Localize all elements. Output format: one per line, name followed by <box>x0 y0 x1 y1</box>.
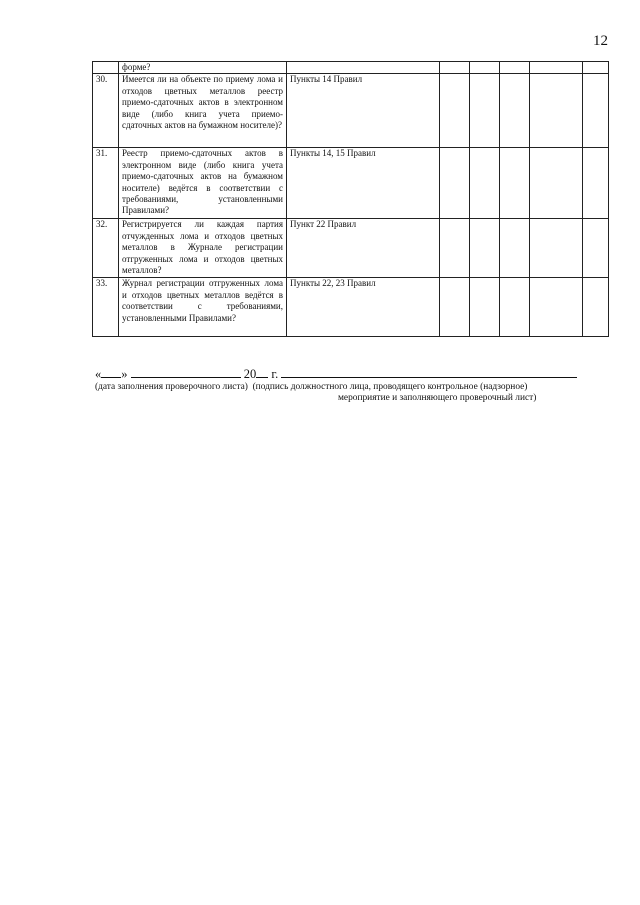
answer-cell <box>440 74 470 148</box>
year-blank <box>256 377 268 378</box>
answer-cell <box>530 148 583 219</box>
row-number-cell: 32. <box>93 219 119 278</box>
answer-cell <box>470 74 500 148</box>
answer-cell <box>583 74 609 148</box>
answer-cell <box>470 278 500 337</box>
answer-cell <box>440 62 470 74</box>
sign-caption-line2: мероприятие и заполняющего проверочный лист) <box>338 393 537 403</box>
answer-cell <box>470 219 500 278</box>
answer-cell <box>500 278 530 337</box>
answer-cell <box>500 148 530 219</box>
table-row <box>93 148 609 219</box>
reference-cell: Пункты 22, 23 Правил <box>287 278 440 337</box>
answer-cell <box>500 62 530 74</box>
table-row <box>93 219 609 278</box>
answer-cell <box>583 278 609 337</box>
answer-cell <box>440 219 470 278</box>
question-cell: форме? <box>119 62 287 74</box>
row-number-cell: 33. <box>93 278 119 337</box>
reference-cell: Пункты 14, 15 Правил <box>287 148 440 219</box>
sign-caption-line1: (подпись должностного лица, проводящего контрольное (надзорное) <box>252 382 528 392</box>
question-cell: Имеется ли на объекте по приему лома и отходов цветных металлов реестр приемо-сдаточных актов в электронном виде (либо книга учета приемо-сдаточных актов на бумажном носителе)? <box>119 74 287 148</box>
answer-cell <box>440 148 470 219</box>
question-cell: Реестр приемо-сдаточных актов в электронном виде (либо книга учета приемо-сдаточных актов на бумажном носителе) ведётся в соответствии с требованиями, установленными Правилами? <box>119 148 287 219</box>
answer-cell <box>470 62 500 74</box>
answer-cell <box>530 219 583 278</box>
signature-blank <box>281 377 577 378</box>
day-blank <box>101 377 121 378</box>
year-prefix: 20 <box>243 367 257 381</box>
checklist-table <box>92 61 609 337</box>
reference-cell: Пункты 14 Правил <box>287 74 440 148</box>
page-number: 12 <box>593 33 608 49</box>
answer-cell <box>470 148 500 219</box>
close-quote: » <box>121 367 128 381</box>
month-blank <box>131 377 241 378</box>
row-number-cell: 31. <box>93 148 119 219</box>
answer-cell <box>440 278 470 337</box>
table-row <box>93 74 609 148</box>
signature-line <box>95 367 615 382</box>
date-caption: (дата заполнения проверочного листа) <box>95 382 248 392</box>
open-quote: « <box>95 367 102 381</box>
reference-cell <box>287 62 440 74</box>
answer-cell <box>583 62 609 74</box>
table-row <box>93 62 609 74</box>
question-cell: Журнал регистрации отгруженных лома и отходов цветных металлов ведётся в соответствии с требованиями, установленными Правилами? <box>119 278 287 337</box>
answer-cell <box>583 219 609 278</box>
answer-cell <box>583 148 609 219</box>
table-row <box>93 278 609 337</box>
answer-cell <box>530 278 583 337</box>
year-suffix: г. <box>271 367 279 381</box>
question-cell: Регистрируется ли каждая партия отчужденных лома и отходов цветных металлов в Журнале регистрации отгруженных лома и отходов цветных металлов? <box>119 219 287 278</box>
row-number-cell <box>93 62 119 74</box>
answer-cell <box>530 74 583 148</box>
reference-cell: Пункт 22 Правил <box>287 219 440 278</box>
answer-cell <box>500 219 530 278</box>
answer-cell <box>500 74 530 148</box>
answer-cell <box>530 62 583 74</box>
row-number-cell: 30. <box>93 74 119 148</box>
signature-caption <box>95 382 527 392</box>
